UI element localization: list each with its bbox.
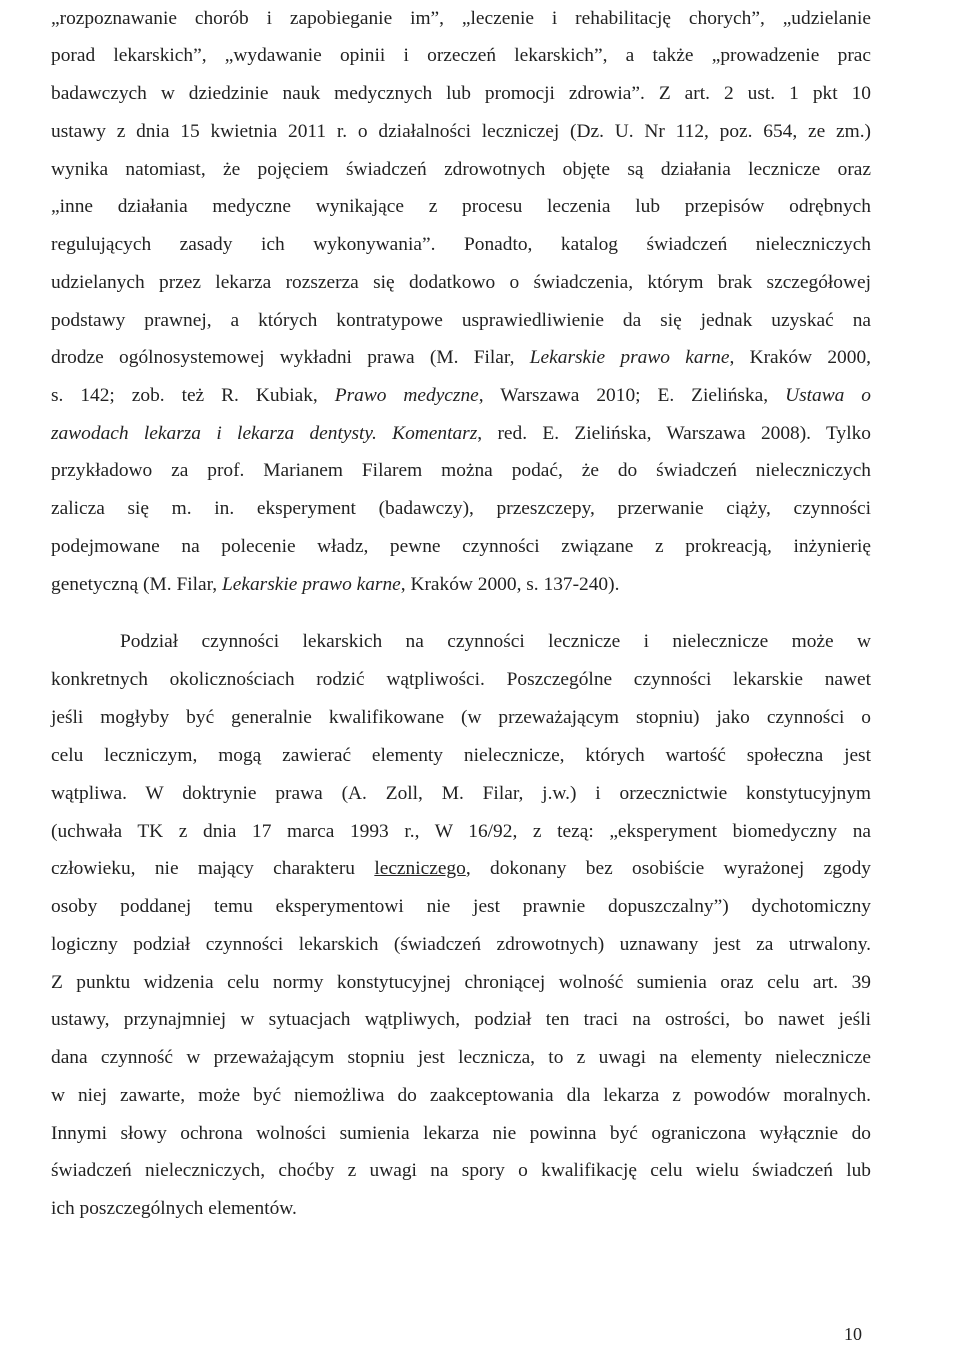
text-line: podejmowane na polecenie władz, pewne czynności związane z prokreacją, inżynierię <box>51 536 871 557</box>
text-run: człowieku, nie mający charakteru <box>51 858 375 879</box>
text-line: jeśli mogłyby być generalnie kwalifikowane (w przeważającym stopniu) jako czynności o <box>51 707 871 728</box>
text-run: drodze ogólnosystemowej wykładni prawa (M. Filar, <box>51 347 530 368</box>
text-line: podstawy prawnej, a których kontratypowe usprawiedliwienie da się jednak uzyskać na <box>51 310 871 331</box>
text-line: ustawy z dnia 15 kwietnia 2011 r. o działalności leczniczej (Dz. U. Nr 112, poz. 654, ze zm.) <box>51 121 871 142</box>
text-line: zalicza się m. in. eksperyment (badawczy), przeszczepy, przerwanie ciąży, czynności <box>51 498 871 519</box>
text-line: „inne działania medyczne wynikające z procesu leczenia lub przepisów odrębnych <box>51 196 871 217</box>
text-line: udzielanych przez lekarza rozszerza się dodatkowo o świadczenia, którym brak szczegółowej <box>51 272 871 293</box>
text-line <box>51 419 871 449</box>
text-line-last <box>51 570 871 600</box>
text-line <box>51 381 871 411</box>
text-line: przykładowo za prof. Marianem Filarem można podać, że do świadczeń nieleczniczych <box>51 460 871 481</box>
text-line: Z punktu widzenia celu normy konstytucyjnej chroniącej wolność sumienia oraz celu art. 39 <box>51 972 871 993</box>
text-run: , red. E. Zielińska, Warszawa 2008). Tylko <box>477 423 871 444</box>
citation-title: Lekarskie prawo karne <box>529 347 730 368</box>
citation-title: Ustawa o <box>785 385 872 406</box>
text-line: porad lekarskich”, „wydawanie opinii i orzeczeń lekarskich”, a także „prowadzenie prac <box>51 45 871 66</box>
text-run: , Warszawa 2010; E. Zielińska, <box>478 385 786 406</box>
text-line: dana czynność w przeważającym stopniu jest lecznicza, to z uwagi na elementy nielecznicze <box>51 1047 871 1068</box>
text-line: Innymi słowy ochrona wolności sumienia lekarza nie powinna być ograniczona wyłącznie do <box>51 1123 871 1144</box>
text-line: świadczeń nieleczniczych, choćby z uwagi na spory o kwalifikację celu wielu świadczeń lub <box>51 1160 871 1181</box>
paragraph-first-line: Podział czynności lekarskich na czynności lecznicze i nielecznicze może w <box>120 631 871 652</box>
text-line: badawczych w dziedzinie nauk medycznych lub promocji zdrowia”. Z art. 2 ust. 1 pkt 10 <box>51 83 871 104</box>
text-line: wątpliwa. W doktrynie prawa (A. Zoll, M. Filar, j.w.) i orzecznictwie konstytucyjnym <box>51 783 871 804</box>
citation-title: Lekarskie prawo karne <box>221 574 401 595</box>
text-run: , Kraków 2000, <box>729 347 871 368</box>
text-line: logiczny podział czynności lekarskich (świadczeń zdrowotnych) uznawany jest za utrwalony. <box>51 934 871 955</box>
text-run: , dokonany bez osobiście wyrażonej zgody <box>465 858 871 879</box>
text-line: w niej zawarte, może być niemożliwa do zaakceptowania dla lekarza z powodów moralnych. <box>51 1085 871 1106</box>
text-line: osoby poddanej temu eksperymentowi nie jest prawnie dopuszczalny”) dychotomiczny <box>51 896 871 917</box>
text-line: „rozpoznawanie chorób i zapobieganie im”, „leczenie i rehabilitację chorych”, „udzielanie <box>51 8 871 29</box>
text-line: ustawy, przynajmniej w sytuacjach wątpliwych, podział ten traci na ostrości, bo nawet jeśli <box>51 1009 871 1030</box>
text-line <box>51 343 871 373</box>
text-run: s. 142; zob. też R. Kubiak, <box>51 385 335 406</box>
text-line <box>51 854 871 884</box>
page-number: 10 <box>844 1324 862 1344</box>
citation-title: Prawo medyczne <box>334 385 479 406</box>
text-run: , Kraków 2000, s. 137-240). <box>400 574 620 595</box>
text-line: celu leczniczym, mogą zawierać elementy nielecznicze, których wartość społeczna jest <box>51 745 871 766</box>
underlined-word: leczniczego <box>374 858 466 879</box>
text-line: wynika natomiast, że pojęciem świadczeń zdrowotnych objęte są działania lecznicze oraz <box>51 159 871 180</box>
text-line: (uchwała TK z dnia 17 marca 1993 r., W 16/92, z tezą: „eksperyment biomedyczny na <box>51 821 871 842</box>
text-line-last: ich poszczególnych elementów. <box>51 1198 297 1219</box>
citation-title: zawodach lekarza i lekarza dentysty. Komentarz <box>51 423 478 444</box>
text-line: konkretnych okolicznościach rodzić wątpliwości. Poszczególne czynności lekarskie nawet <box>51 669 871 690</box>
text-line: regulujących zasady ich wykonywania”. Ponadto, katalog świadczeń nieleczniczych <box>51 234 871 255</box>
text-run: genetyczną (M. Filar, <box>51 574 222 595</box>
